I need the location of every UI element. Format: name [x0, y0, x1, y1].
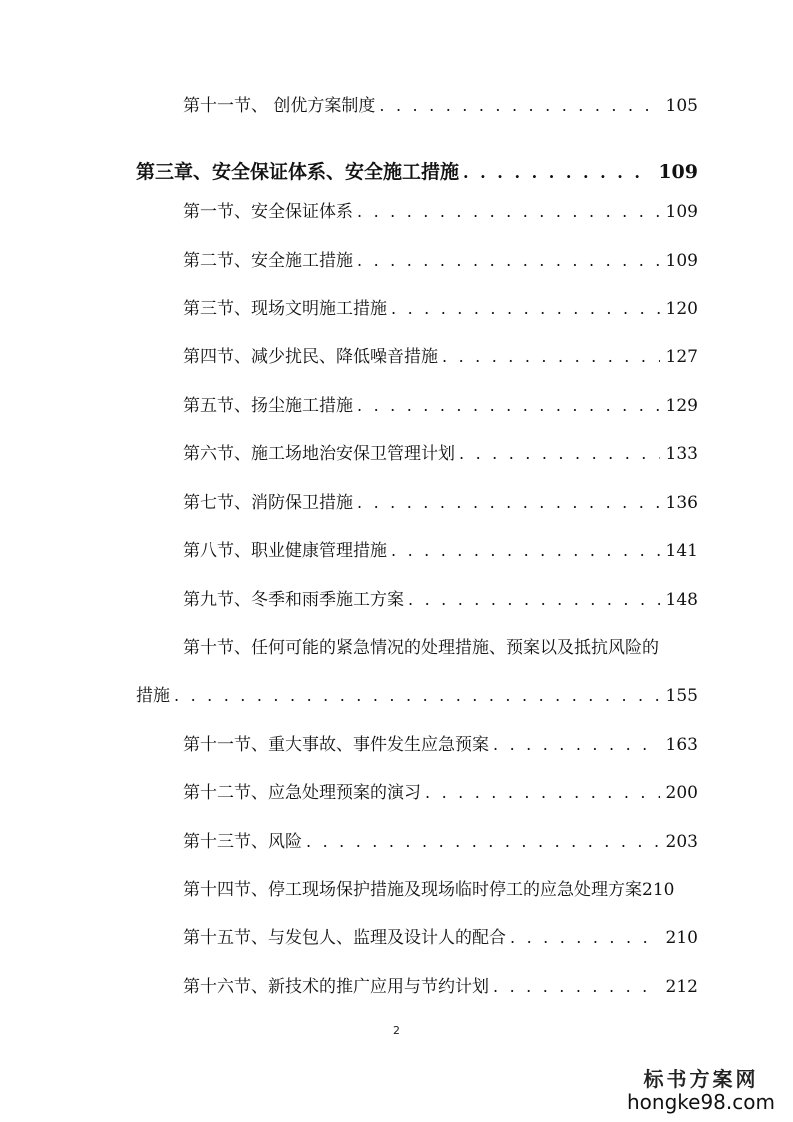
dot-leader — [391, 541, 660, 561]
toc-page-number: 109 — [665, 202, 698, 222]
dot-leader — [408, 590, 660, 610]
toc-page-number: 148 — [665, 590, 698, 610]
toc-entry-s4 — [183, 347, 698, 369]
toc-entry-s5 — [183, 396, 698, 418]
page-footer-number: 2 — [393, 1024, 400, 1037]
toc-entry-s8 — [183, 541, 698, 563]
toc-page-number: 133 — [665, 444, 698, 464]
toc-entry-s14 — [183, 880, 713, 902]
watermark-url: hongke98.com — [627, 1090, 775, 1114]
toc-label: 第八节、职业健康管理措施 — [183, 541, 387, 561]
toc-label: 第七节、消防保卫措施 — [183, 493, 353, 513]
dot-leader — [357, 202, 660, 222]
toc-label: 第二节、安全施工措施 — [183, 251, 353, 271]
toc-page-number: 210 — [665, 928, 698, 948]
toc-label: 第三节、现场文明施工措施 — [183, 299, 387, 319]
toc-page-number: 200 — [665, 783, 698, 803]
toc-entry-chapter-3 — [136, 162, 698, 184]
dot-leader — [493, 735, 660, 755]
toc-label: 第五节、扬尘施工措施 — [183, 396, 353, 416]
toc-entry-s10-line2 — [136, 686, 698, 708]
toc-entry-s11 — [183, 735, 698, 757]
toc-label: 第十六节、新技术的推广应用与节约计划 — [183, 977, 489, 997]
toc-label: 第十一节、 创优方案制度 — [183, 96, 376, 116]
dot-leader — [357, 396, 660, 416]
watermark-text: 标书方案网 — [643, 1067, 759, 1091]
toc-label: 第十一节、重大事故、事件发生应急预案 — [183, 735, 489, 755]
dot-leader — [463, 163, 652, 183]
toc-label: 第十四节、停工现场保护措施及现场临时停工的应急处理方案 — [183, 880, 642, 900]
toc-label: 第九节、冬季和雨季施工方案 — [183, 590, 404, 610]
dot-leader — [425, 783, 660, 803]
toc-page-number: 129 — [665, 396, 698, 416]
toc-entry-s3 — [183, 299, 698, 321]
toc-entry-s9 — [183, 590, 698, 612]
dot-leader — [306, 832, 660, 852]
toc-label: 第十二节、应急处理预案的演习 — [183, 783, 421, 803]
toc-label: 第四节、减少扰民、降低噪音措施 — [183, 347, 438, 367]
dot-leader — [510, 928, 660, 948]
toc-page-number: 163 — [665, 735, 698, 755]
dot-leader — [459, 444, 660, 464]
dot-leader — [174, 686, 660, 706]
toc-page-number: 203 — [665, 832, 698, 852]
toc-entry-s12 — [183, 783, 698, 805]
toc-page-number: 109 — [665, 251, 698, 271]
dot-leader — [493, 977, 660, 997]
toc-entry-s2 — [183, 251, 698, 273]
toc-entry-s1 — [183, 202, 698, 224]
toc-label: 第一节、安全保证体系 — [183, 202, 353, 222]
toc-entry-s10-line1: 第十节、任何可能的紧急情况的处理措施、预案以及抵抗风险的 — [183, 638, 659, 658]
toc-page-number: 120 — [665, 299, 698, 319]
toc-label: 第六节、施工场地治安保卫管理计划 — [183, 444, 455, 464]
toc-entry-s16 — [183, 977, 698, 999]
toc-page-number: 141 — [665, 541, 698, 561]
toc-label: 措施 — [136, 686, 170, 706]
toc-page-number: 212 — [665, 977, 698, 997]
toc-page-number: 105 — [665, 96, 698, 116]
toc-entry-s13 — [183, 832, 698, 854]
toc-page-number: 155 — [665, 686, 698, 706]
toc-page-number: 127 — [665, 347, 698, 367]
dot-leader — [442, 347, 660, 367]
dot-leader — [379, 96, 659, 116]
toc-entry-s15 — [183, 928, 698, 950]
toc-page-number: 136 — [665, 493, 698, 513]
toc-entry-s11-prev — [183, 96, 698, 118]
watermark — [621, 1068, 781, 1114]
dot-leader — [391, 299, 660, 319]
toc-entry-s6 — [183, 444, 698, 466]
toc-label: 第十三节、风险 — [183, 832, 302, 852]
dot-leader — [357, 251, 660, 271]
chapter-title: 第三章、安全保证体系、安全施工措施 — [136, 161, 460, 183]
dot-leader — [357, 493, 660, 513]
toc-page-number: 109 — [658, 161, 698, 183]
toc-entry-s7 — [183, 493, 698, 515]
toc-label: 第十五节、与发包人、监理及设计人的配合 — [183, 928, 506, 948]
toc-page-number: 210 — [642, 880, 675, 900]
